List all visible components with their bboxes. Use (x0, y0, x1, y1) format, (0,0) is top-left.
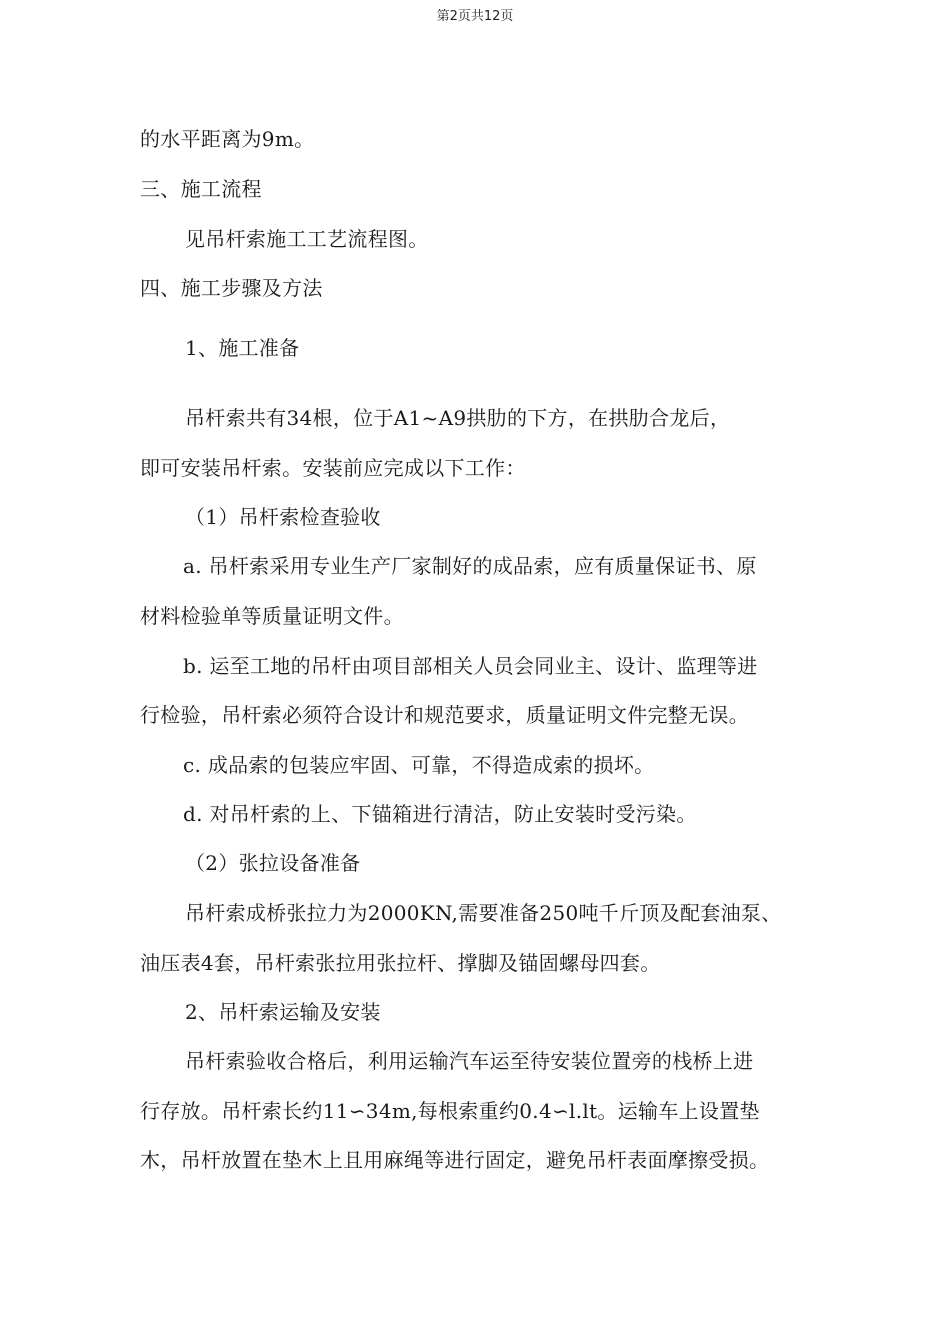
subheading-preparation: 1、施工准备 (185, 336, 300, 360)
subheading-tension-equipment: （2）张拉设备准备 (185, 851, 361, 875)
section-heading-steps: 四、施工步骤及方法 (140, 276, 323, 300)
paragraph-line: 行存放。吊杆索长约11∽34m,每根索重约0.4∽l.lt。运输车上设置垫 (140, 1099, 760, 1123)
subheading-transport-install: 2、吊杆索运输及安装 (185, 1000, 381, 1024)
list-item-c: c. 成品索的包装应牢固、可靠，不得造成索的损坏。 (183, 753, 655, 777)
list-item-a: a. 吊杆索采用专业生产厂家制好的成品索，应有质量保证书、原 (183, 554, 757, 578)
paragraph-line: 的水平距离为9m。 (140, 127, 315, 151)
list-item-d: d. 对吊杆索的上、下锚箱进行清洁，防止安装时受污染。 (183, 802, 697, 826)
page-number-header: 第2页共12页 (436, 9, 514, 24)
paragraph-line: 见吊杆索施工工艺流程图。 (185, 227, 429, 251)
subheading-inspection: （1）吊杆索检查验收 (185, 505, 381, 529)
paragraph-line: 行检验，吊杆索必须符合设计和规范要求，质量证明文件完整无误。 (140, 703, 749, 727)
paragraph-line: 木，吊杆放置在垫木上且用麻绳等进行固定，避免吊杆表面摩擦受损。 (140, 1148, 770, 1172)
paragraph-line: 吊杆索成桥张拉力为2000KN,需要准备250吨千斤顶及配套油泵、 (185, 901, 782, 925)
paragraph-line: 即可安装吊杆索。安装前应完成以下工作： (140, 456, 526, 480)
section-heading-process: 三、施工流程 (140, 177, 262, 201)
paragraph-line: 吊杆索验收合格后，利用运输汽车运至待安装位置旁的栈桥上进 (185, 1049, 754, 1073)
paragraph-line: 吊杆索共有34根，位于A1~A9拱肋的下方，在拱肋合龙后， (185, 406, 731, 430)
paragraph-line: 油压表4套，吊杆索张拉用张拉杆、撑脚及锚固螺母四套。 (140, 951, 661, 975)
list-item-b: b. 运至工地的吊杆由项目部相关人员会同业主、设计、监理等进 (183, 654, 758, 678)
paragraph-line: 材料检验单等质量证明文件。 (140, 604, 404, 628)
